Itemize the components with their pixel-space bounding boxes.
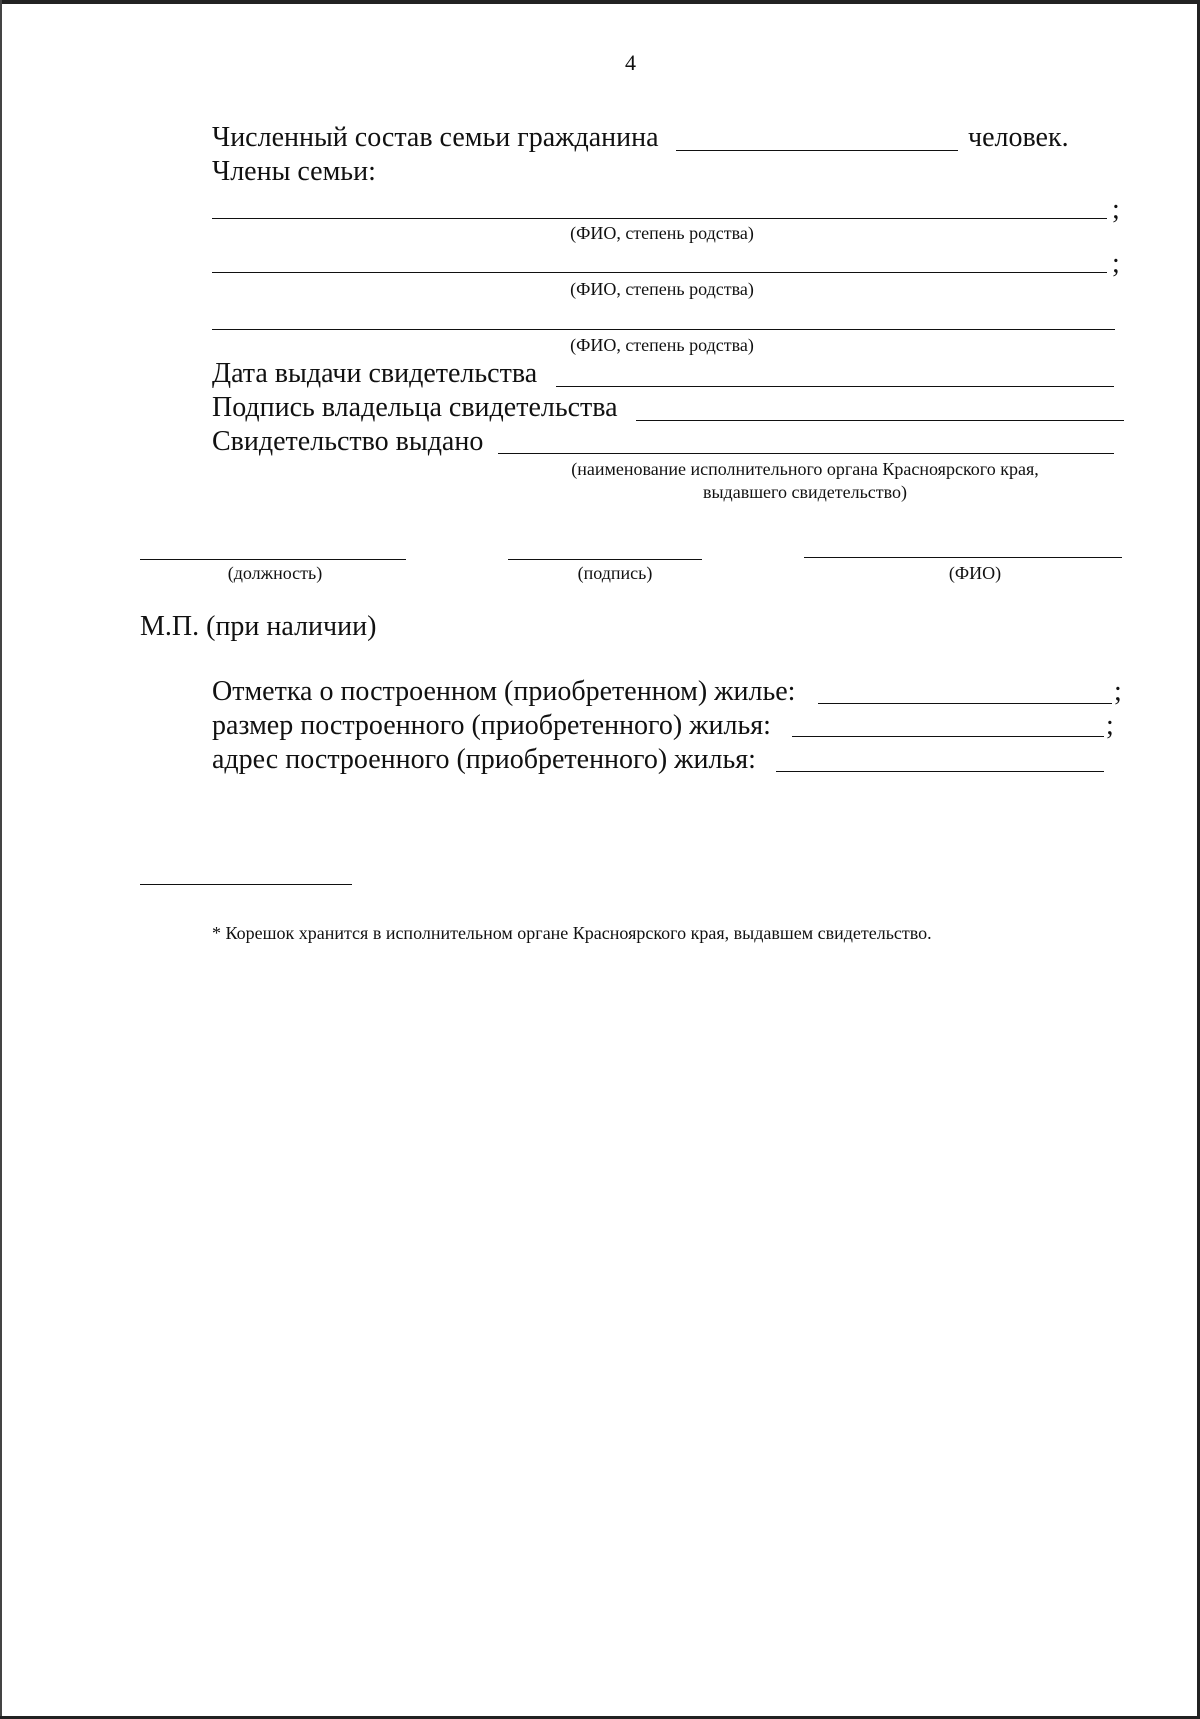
issue-date-field[interactable] — [556, 386, 1114, 387]
page-number: 4 — [625, 50, 636, 75]
name-caption: (ФИО) — [948, 563, 1002, 583]
issue-date-label: Дата выдачи свидетельства — [212, 358, 538, 389]
family-member-caption-1: (ФИО, степень родства) — [570, 223, 754, 243]
position-caption: (должность) — [227, 563, 323, 583]
housing-size-semicolon: ; — [1106, 710, 1114, 741]
issued-by-field[interactable] — [498, 453, 1114, 454]
family-member-field-1[interactable] — [212, 218, 1107, 219]
housing-mark-semicolon: ; — [1114, 676, 1122, 707]
issued-by-caption-line-2: выдавшего свидетельство) — [702, 482, 908, 503]
housing-mark-label: Отметка о построенном (приобретенном) жилье: — [212, 676, 796, 707]
owner-signature-field[interactable] — [636, 420, 1124, 421]
scan-border-top — [0, 0, 1200, 4]
housing-mark-field[interactable] — [818, 703, 1112, 704]
issued-by-label: Свидетельство выдано — [212, 426, 484, 457]
name-field[interactable] — [804, 557, 1122, 558]
member-1-semicolon: ; — [1112, 194, 1120, 225]
scan-border-left — [0, 0, 2, 1719]
position-field[interactable] — [140, 559, 406, 560]
housing-address-field[interactable] — [776, 771, 1104, 772]
member-2-semicolon: ; — [1112, 248, 1120, 279]
housing-address-label: адрес построенного (приобретенного) жилья: — [212, 744, 756, 775]
family-count-unit: человек. — [968, 122, 1069, 153]
family-member-field-2[interactable] — [212, 272, 1107, 273]
signature-field[interactable] — [508, 559, 702, 560]
footnote-separator — [140, 884, 352, 885]
owner-signature-label: Подпись владельца свидетельства — [212, 392, 618, 423]
signature-caption: (подпись) — [577, 563, 653, 583]
family-count-field[interactable] — [676, 150, 958, 151]
housing-size-field[interactable] — [792, 736, 1104, 737]
issued-by-caption — [500, 458, 1110, 505]
family-members-label: Члены семьи: — [212, 156, 376, 187]
footnote-text: * Корешок хранится в исполнительном органе Красноярского края, выдавшем свидетельство. — [212, 923, 932, 943]
seal-label: М.П. (при наличии) — [140, 611, 377, 642]
family-member-field-3[interactable] — [212, 329, 1115, 330]
housing-size-label: размер построенного (приобретенного) жилья: — [212, 710, 771, 741]
family-member-caption-2: (ФИО, степень родства) — [570, 279, 754, 299]
issued-by-caption-line-1: (наименование исполнительного органа Красноярского края, — [571, 459, 1039, 479]
family-member-caption-3: (ФИО, степень родства) — [570, 335, 754, 355]
family-count-label: Численный состав семьи гражданина — [212, 122, 659, 153]
